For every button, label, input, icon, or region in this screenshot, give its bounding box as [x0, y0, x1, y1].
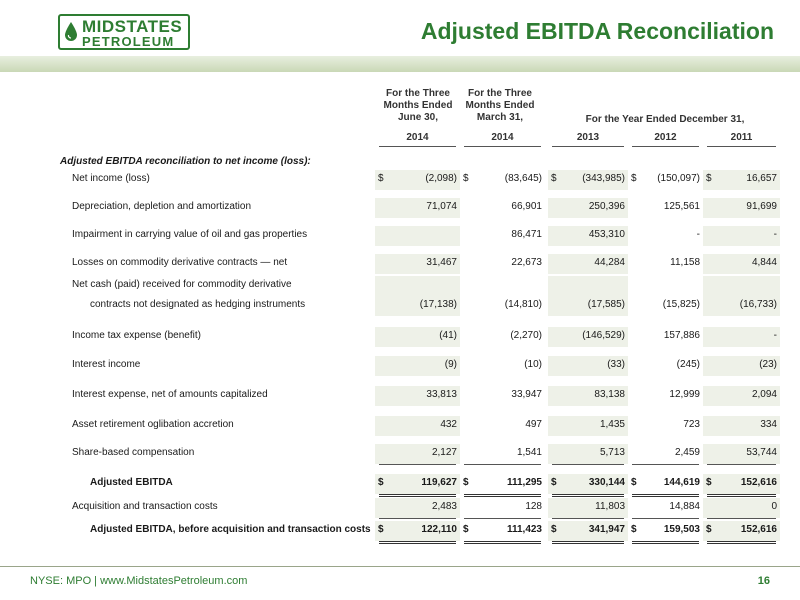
cell-value: 22,673	[511, 257, 542, 268]
table-cell	[548, 356, 628, 376]
subtotal-rule	[464, 464, 541, 465]
total-double-rule	[707, 494, 776, 497]
table-cell	[628, 226, 703, 246]
section-title: Adjusted EBITDA reconciliation to net income (loss):	[60, 156, 311, 167]
table-cell	[703, 386, 780, 406]
table-cell	[375, 498, 460, 518]
row-label: Share-based compensation	[72, 447, 195, 458]
table-cell	[375, 198, 460, 218]
cell-value: 432	[440, 419, 457, 430]
table-cell	[375, 416, 460, 436]
cell-value: 2,127	[431, 447, 457, 458]
table-cell	[703, 327, 780, 347]
cell-value: -	[773, 330, 777, 341]
row-label: contracts not designated as hedging instruments	[90, 299, 306, 310]
table-row	[60, 254, 780, 274]
cell-value: 330,144	[588, 477, 625, 488]
row-label: Interest expense, net of amounts capitalized	[72, 389, 268, 400]
cell-value: 2,459	[674, 447, 700, 458]
dollar-sign: $	[378, 477, 384, 488]
table-cell	[548, 254, 628, 274]
logo-line2: PETROLEUM	[82, 34, 175, 49]
table-cell	[703, 444, 780, 464]
table-cell	[375, 327, 460, 347]
cell-value: (10)	[524, 359, 542, 370]
cell-value: 723	[683, 419, 700, 430]
table-cell	[703, 254, 780, 274]
year-label: 2013	[576, 132, 600, 143]
year-label: 2012	[654, 132, 677, 143]
subtotal-rule	[464, 518, 541, 519]
cell-value: 33,813	[426, 389, 457, 400]
dollar-sign: $	[463, 524, 469, 535]
table-cell	[703, 276, 780, 296]
table-cell	[375, 296, 460, 316]
row-label: Income tax expense (benefit)	[72, 330, 201, 341]
cell-value: 2,094	[751, 389, 777, 400]
total-double-rule	[552, 541, 624, 544]
cell-value: (343,985)	[582, 173, 625, 184]
table-row	[60, 498, 780, 518]
table-cell	[548, 444, 628, 464]
table-row	[60, 276, 780, 296]
dollar-sign: $	[551, 524, 557, 535]
table-cell	[460, 521, 545, 541]
table-cell	[703, 170, 780, 190]
table-cell	[628, 276, 703, 296]
table-cell	[548, 198, 628, 218]
year-underline	[552, 146, 624, 147]
cell-value: 83,138	[594, 389, 625, 400]
dollar-sign: $	[706, 173, 712, 184]
subtotal-rule	[632, 464, 699, 465]
table-cell	[548, 276, 628, 296]
table-row	[60, 521, 780, 541]
row-label: Net cash (paid) received for commodity derivative	[72, 279, 292, 290]
table-cell	[548, 296, 628, 316]
table-row	[60, 356, 780, 376]
total-double-rule	[707, 541, 776, 544]
dollar-sign: $	[706, 524, 712, 535]
cell-value: (2,270)	[510, 330, 542, 341]
total-double-rule	[464, 541, 541, 544]
cell-value: 12,999	[669, 389, 700, 400]
table-cell	[703, 521, 780, 541]
cell-value: 44,284	[594, 257, 625, 268]
cell-value: 157,886	[663, 330, 700, 341]
table-row	[60, 386, 780, 406]
table-cell	[548, 327, 628, 347]
cell-value: 497	[525, 419, 542, 430]
cell-value: (14,810)	[504, 299, 542, 310]
cell-value: 1,435	[599, 419, 625, 430]
cell-value: 91,699	[746, 201, 777, 212]
cell-value: 159,503	[663, 524, 700, 535]
total-double-rule	[552, 494, 624, 497]
table-cell	[375, 356, 460, 376]
table-cell	[460, 416, 545, 436]
total-double-rule	[379, 494, 456, 497]
table-cell	[628, 356, 703, 376]
cell-value: (245)	[676, 359, 700, 370]
row-label: Acquisition and transaction costs	[72, 501, 218, 512]
cell-value: 16,657	[746, 173, 777, 184]
cell-value: 0	[771, 501, 777, 512]
cell-value: 33,947	[511, 389, 542, 400]
col-header-q2: For the Three Months Ended June 30,	[383, 88, 453, 123]
subtotal-rule	[632, 518, 699, 519]
cell-value: (9)	[444, 359, 457, 370]
cell-value: (17,138)	[419, 299, 457, 310]
table-cell	[460, 474, 545, 494]
row-label: Adjusted EBITDA, before acquisition and transaction costs	[90, 524, 371, 535]
dollar-sign: $	[631, 173, 637, 184]
cell-value: -	[696, 229, 700, 240]
cell-value: 152,616	[740, 477, 777, 488]
table-cell	[628, 254, 703, 274]
total-double-rule	[379, 541, 456, 544]
total-double-rule	[464, 494, 541, 497]
row-label: Impairment in carrying value of oil and gas properties	[72, 229, 308, 240]
table-cell	[703, 416, 780, 436]
year-label: 2011	[730, 132, 753, 143]
dollar-sign: $	[378, 173, 384, 184]
table-row	[60, 198, 780, 218]
row-label: Depreciation, depletion and amortization	[72, 201, 251, 212]
table-cell	[375, 521, 460, 541]
footer-divider	[0, 566, 800, 567]
cell-value: 453,310	[588, 229, 625, 240]
cell-value: 11,803	[595, 501, 625, 512]
table-cell	[628, 474, 703, 494]
cell-value: (23)	[759, 359, 777, 370]
total-double-rule	[632, 494, 699, 497]
table-cell	[460, 276, 545, 296]
table-cell	[460, 170, 545, 190]
subtotal-rule	[707, 464, 776, 465]
table-row	[60, 170, 780, 190]
table-cell	[375, 170, 460, 190]
table-cell	[628, 444, 703, 464]
dollar-sign: $	[463, 173, 469, 184]
cell-value: (150,097)	[657, 173, 700, 184]
table-row	[60, 474, 780, 494]
subtotal-rule	[379, 464, 456, 465]
table-cell	[548, 474, 628, 494]
table-cell	[460, 327, 545, 347]
table-cell	[460, 254, 545, 274]
table-cell	[548, 226, 628, 246]
row-label: Net income (loss)	[72, 173, 150, 184]
cell-value: (15,825)	[662, 299, 700, 310]
year-label: 2014	[491, 132, 514, 143]
cell-value: (41)	[439, 330, 457, 341]
table-cell	[460, 226, 545, 246]
table-cell	[548, 498, 628, 518]
dollar-sign: $	[631, 477, 637, 488]
cell-value: 341,947	[588, 524, 625, 535]
cell-value: 2,483	[431, 501, 457, 512]
table-cell	[703, 474, 780, 494]
cell-value: 144,619	[663, 477, 700, 488]
cell-value: 66,901	[511, 201, 542, 212]
table-cell	[628, 498, 703, 518]
table-cell	[460, 198, 545, 218]
table-cell	[703, 356, 780, 376]
table-row	[60, 444, 780, 464]
total-double-rule	[632, 541, 699, 544]
dollar-sign: $	[706, 477, 712, 488]
dollar-sign: $	[463, 477, 469, 488]
cell-value: 111,295	[506, 477, 542, 488]
cell-value: 1,541	[516, 447, 542, 458]
year-label: 2014	[406, 132, 429, 143]
cell-value: 4,844	[751, 257, 777, 268]
table-cell	[548, 521, 628, 541]
row-label: Asset retirement oglibation accretion	[72, 419, 234, 430]
logo-line1: MIDSTATES	[82, 17, 183, 36]
table-cell	[703, 226, 780, 246]
cell-value: 128	[525, 501, 542, 512]
table-cell	[703, 198, 780, 218]
subtotal-rule	[552, 518, 624, 519]
dollar-sign: $	[551, 477, 557, 488]
year-underline	[379, 146, 456, 147]
cell-value: 11,158	[670, 257, 700, 268]
subtotal-rule	[707, 518, 776, 519]
dollar-sign: $	[378, 524, 384, 535]
table-cell	[460, 356, 545, 376]
cell-value: 14,884	[669, 501, 700, 512]
cell-value: (146,529)	[582, 330, 625, 341]
table-cell	[460, 386, 545, 406]
table-cell	[375, 276, 460, 296]
table-cell	[375, 386, 460, 406]
table-cell	[628, 521, 703, 541]
row-label: Adjusted EBITDA	[90, 477, 173, 488]
cell-value: -	[773, 229, 777, 240]
table-cell	[460, 296, 545, 316]
footer-text: NYSE: MPO | www.MidstatesPetroleum.com	[30, 575, 248, 587]
table-cell	[375, 254, 460, 274]
year-underline	[632, 146, 699, 147]
table-row	[60, 226, 780, 246]
table-cell	[703, 498, 780, 518]
cell-value: 53,744	[746, 447, 777, 458]
cell-value: 86,471	[511, 229, 542, 240]
table-cell	[375, 474, 460, 494]
cell-value: 119,627	[421, 477, 457, 488]
table-cell	[703, 296, 780, 316]
page-number: 16	[757, 575, 770, 587]
cell-value: 111,423	[506, 524, 542, 535]
col-header-q1: For the Three Months Ended March 31,	[465, 88, 535, 123]
table-cell	[460, 444, 545, 464]
table-row	[60, 296, 780, 316]
cell-value: 31,467	[426, 257, 457, 268]
table-cell	[628, 198, 703, 218]
table-cell	[375, 226, 460, 246]
oil-drop-icon	[64, 21, 78, 43]
year-underline	[464, 146, 541, 147]
cell-value: (16,733)	[739, 299, 777, 310]
cell-value: (17,585)	[587, 299, 625, 310]
dollar-sign: $	[551, 173, 557, 184]
company-logo	[58, 14, 190, 50]
cell-value: 71,074	[426, 201, 457, 212]
row-label: Losses on commodity derivative contracts — net	[72, 257, 288, 268]
table-cell	[628, 416, 703, 436]
page-title: Adjusted EBITDA Reconciliation	[420, 18, 774, 44]
row-label: Interest income	[72, 359, 141, 370]
header-band	[0, 56, 800, 72]
table-cell	[460, 498, 545, 518]
cell-value: 5,713	[599, 447, 625, 458]
cell-value: 152,616	[740, 524, 777, 535]
col-header-year: For the Year Ended December 31,	[585, 114, 745, 125]
cell-value: 250,396	[588, 201, 625, 212]
table-cell	[628, 296, 703, 316]
year-underline	[707, 146, 776, 147]
table-cell	[628, 327, 703, 347]
cell-value: 334	[760, 419, 777, 430]
cell-value: (2,098)	[425, 173, 457, 184]
cell-value: (33)	[607, 359, 625, 370]
table-cell	[628, 386, 703, 406]
table-cell	[548, 170, 628, 190]
table-row	[60, 327, 780, 347]
table-cell	[628, 170, 703, 190]
cell-value: (83,645)	[504, 173, 542, 184]
table-cell	[548, 416, 628, 436]
dollar-sign: $	[631, 524, 637, 535]
subtotal-rule	[552, 464, 624, 465]
cell-value: 125,561	[663, 201, 700, 212]
table-cell	[375, 444, 460, 464]
cell-value: 122,110	[421, 524, 457, 535]
table-row	[60, 416, 780, 436]
table-cell	[548, 386, 628, 406]
subtotal-rule	[379, 518, 456, 519]
